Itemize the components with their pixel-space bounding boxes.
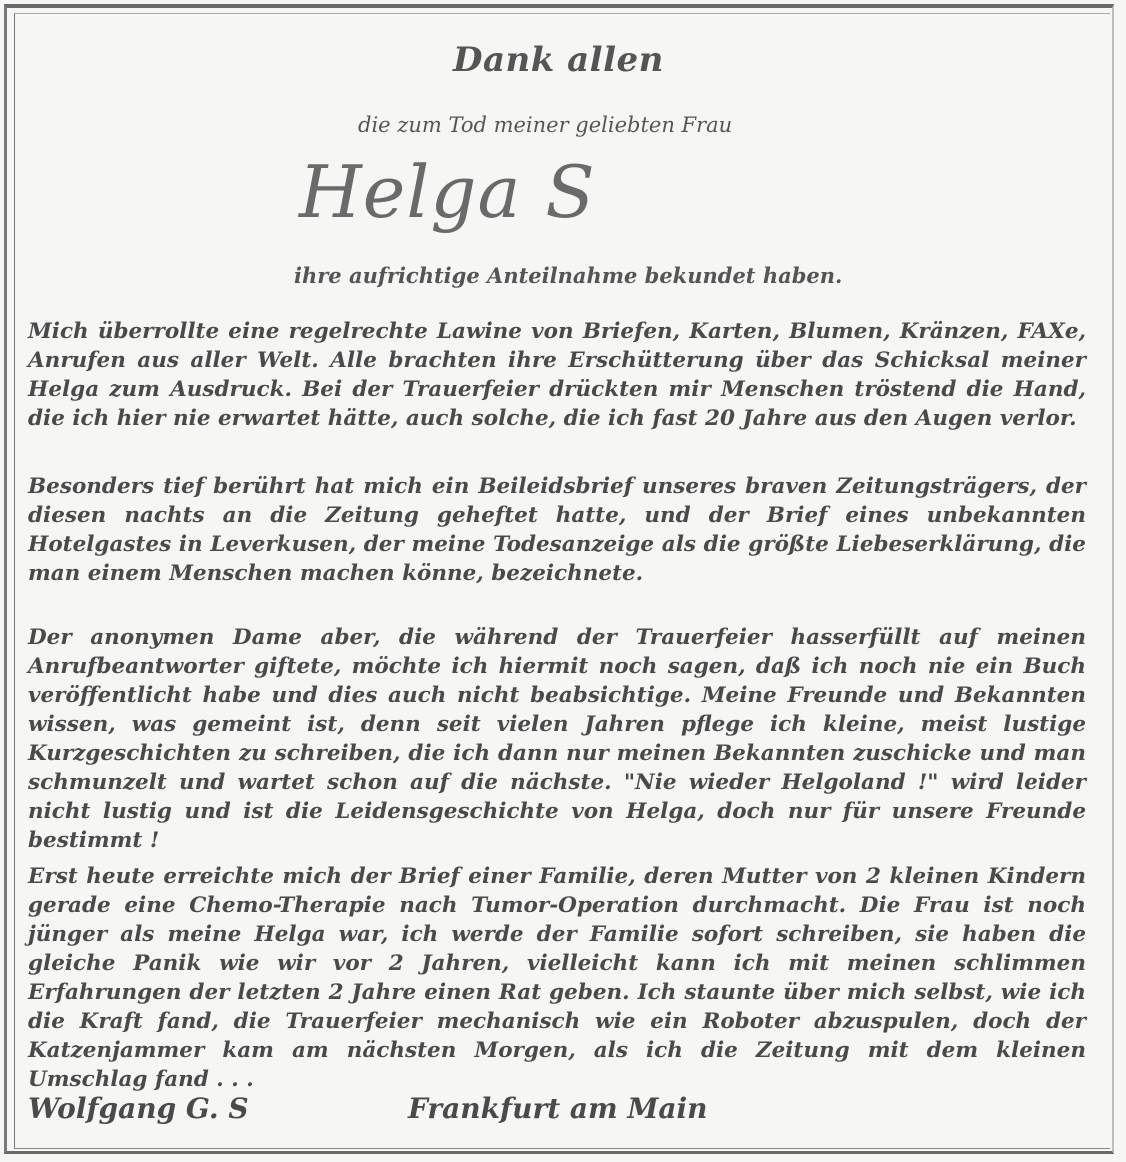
paragraph-1: Mich überrollte eine regelrechte Lawine von Briefen, Karten, Blumen, Kränzen, FAXe, Anrufen aus aller Welt. Alle brachten ihre Erschütterung über das Schicksal meiner Helga zum Ausdruck. Bei der Trauerfeier drückten mir Menschen tröstend die Hand, die ich hier nie erwartet hätte, auch solche, die ich fast 20 Jahre aus den Augen verlor. [28,319,1086,431]
paragraph-4: Erst heute erreichte mich der Brief einer Familie, deren Mutter von 2 kleinen Kindern gerade eine Chemo-Therapie nach Tumor-Operation durchmacht. Die Frau ist noch jünger als meine Helga war, ich werde der Familie sofort schreiben, sie haben die gleiche Panik wie wir vor 2 Jahren, vielleicht kann ich mit meinen schlimmen Erfahrungen der letzten 2 Jahre einen Rat geben. Ich staunte über mich selbst, wie ich die Kraft fand, die Trauerfeier mechanisch wie ein Roboter abzuspulen, doch der Katzenjammer kam am nächsten Morgen, als ich die Zeitung mit dem kleinen Umschlag fand . . . [28,864,1086,1092]
signature-city: Frankfurt am Main [408,1092,708,1125]
notice-intro: die zum Tod meiner geliebten Frau [358,113,733,137]
paragraph-3: Der anonymen Dame aber, die während der Trauerfeier hasserfüllt auf meinen Anrufbeantworter giftete, möchte ich hiermit noch sagen, daß ich noch nie ein Buch veröffentlicht habe und dies auch nicht beabsichtige. Meine Freunde und Bekannten wissen, was gemeint ist, denn seit vielen Jahren pflege ich kleine, meist lustige Kurzgeschichten zu schreiben, die ich dann nur meinen Bekannten zuschicke und man schmunzelt und wartet schon auf die nächste. "Nie wieder Helgoland !" wird leider nicht lustig und ist die Leidensgeschichte von Helga, doch nur für unsere Freunde bestimmt ! [28,625,1086,853]
notice-content [28,0,1114,1162]
notice-outro: ihre aufrichtige Anteilnahme bekundet haben. [294,263,843,288]
notice-headline: Dank allen [453,40,664,80]
deceased-name: Helga S [299,150,596,234]
signature-name: Wolfgang G. S [28,1092,249,1125]
paragraph-2: Besonders tief berührt hat mich ein Beileidsbrief unseres braven Zeitungsträgers, der diesen nachts an die Zeitung geheftet hatte, und der Brief eines unbekannten Hotelgastes in Leverkusen, der meine Todesanzeige als die größte Liebeserklärung, die man einem Menschen machen könne, bezeichnete. [28,474,1086,586]
